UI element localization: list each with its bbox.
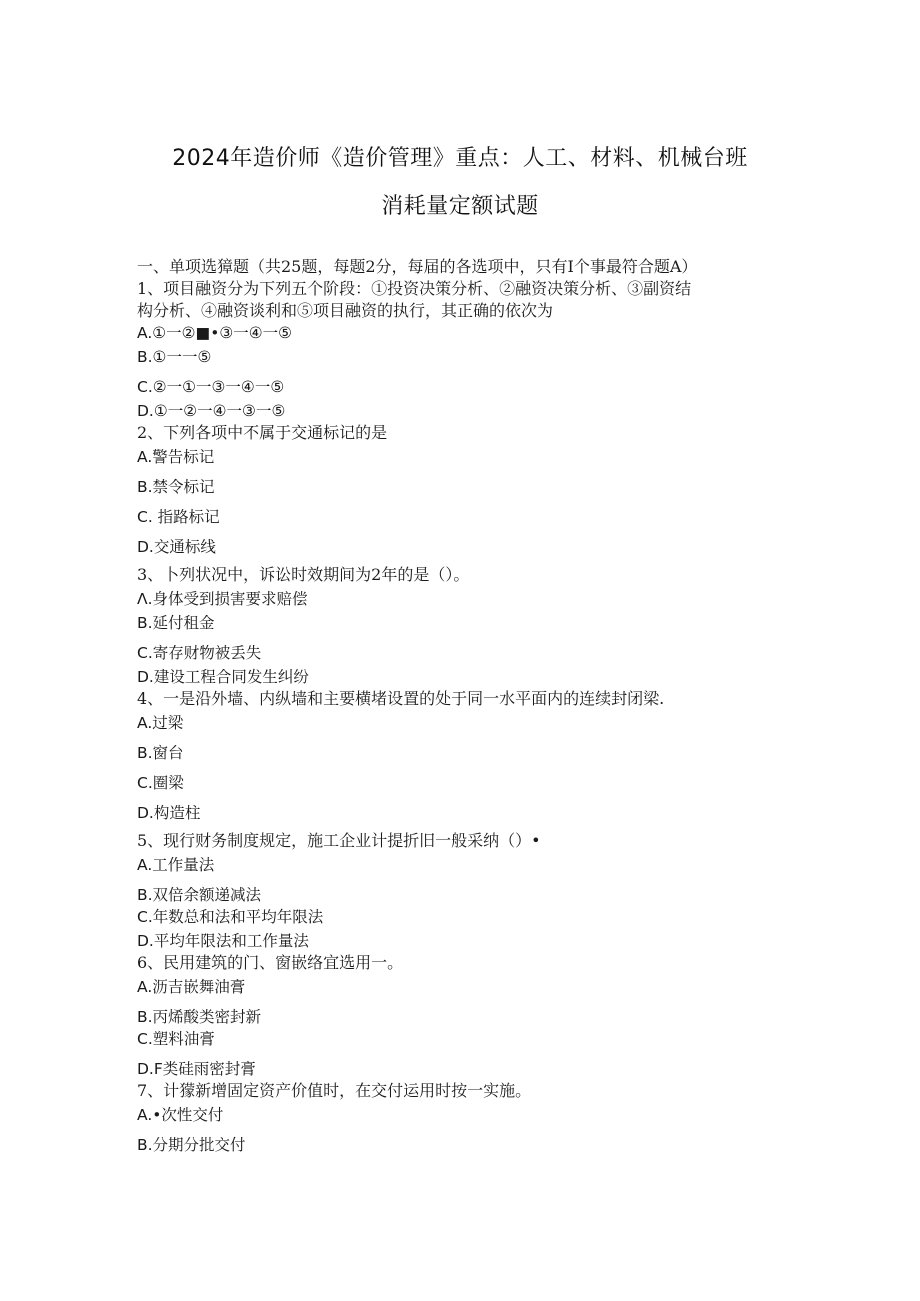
question-5-option-a: A.工作量法	[137, 856, 215, 874]
question-1-option-b: B.①一一⑤	[137, 348, 212, 366]
question-5-stem: 5、现行财务制度规定，施工企业计提折旧一般采纳（）•	[137, 831, 541, 850]
question-7-stem: 7、计獴新增固定资产价值时，在交付运用时按一实施。	[137, 1081, 532, 1100]
question-1-option-c: C.②一①一③一④一⑤	[137, 378, 285, 396]
question-7-option-b: B.分期分批交付	[137, 1136, 246, 1154]
question-5-option-b: B.双倍余额递减法	[137, 886, 262, 904]
question-3-option-a: Λ.身体受到损害要求赔偿	[137, 590, 308, 608]
question-3-option-c: C.寄存财物被丢失	[137, 644, 262, 662]
question-1-option-a: A.①一②■•③一④一⑤	[137, 324, 293, 342]
question-6-option-c: C.塑料油膏	[137, 1030, 215, 1048]
question-2-stem: 2、下列各项中不属于交通标记的是	[137, 423, 388, 442]
question-1-stem-line-1: 1、项目融资分为下列五个阶段：①投资决策分析、②融资决策分析、③副资结	[137, 279, 692, 298]
question-4-option-b: B.窗台	[137, 744, 184, 762]
question-4-option-c: C.圈梁	[137, 774, 184, 792]
question-4-option-d: D.构造柱	[137, 804, 201, 822]
question-5-option-d: D.平均年限法和工作量法	[137, 932, 309, 950]
question-3-option-d: D.建设工程合同发生纠纷	[137, 668, 309, 686]
document-title-line-2: 消耗量定额试题	[381, 194, 539, 219]
document-title-line-1: 2024年造价师《造价管理》重点：人工、材料、机械台班	[172, 146, 748, 171]
document-body	[137, 256, 787, 1156]
question-2-option-d: D.交通标线	[137, 538, 216, 556]
question-3-option-b: B.延付租金	[137, 614, 215, 632]
question-4-stem: 4、一是沿外墙、内纵墙和主要横堵设置的处于同一水平面内的连续封闭梁.	[137, 689, 665, 708]
question-6-stem: 6、民用建筑的门、窗嵌络宜选用一。	[137, 953, 404, 972]
question-1-stem-line-2: 构分析、④融资谈利和⑤项目融资的执行，其正确的依次为	[137, 301, 554, 320]
question-2-option-c: C. 指路标记	[137, 508, 220, 526]
question-2-option-b: B.禁令标记	[137, 478, 215, 496]
question-1-option-d: D.①一②一④一③一⑤	[137, 402, 286, 420]
question-5-option-c: C.年数总和法和平均年限法	[137, 908, 324, 926]
section-header: 一、单项选獐题（共25题，每题2分，每届的各选项中，只有I个事最符合题A）	[137, 257, 698, 276]
question-2-option-a: A.警告标记	[137, 448, 215, 466]
question-7-option-a: A.•次性交付	[137, 1106, 224, 1124]
question-6-option-d: D.F类硅雨密封膏	[137, 1060, 256, 1078]
question-6-option-b: B.丙烯酸类密封新	[137, 1008, 262, 1026]
question-4-option-a: A.过梁	[137, 714, 184, 732]
question-3-stem: 3、卜列状况中，诉讼时效期间为2年的是（）。	[137, 565, 470, 584]
question-6-option-a: A.沥吉嵌舞油膏	[137, 978, 246, 996]
